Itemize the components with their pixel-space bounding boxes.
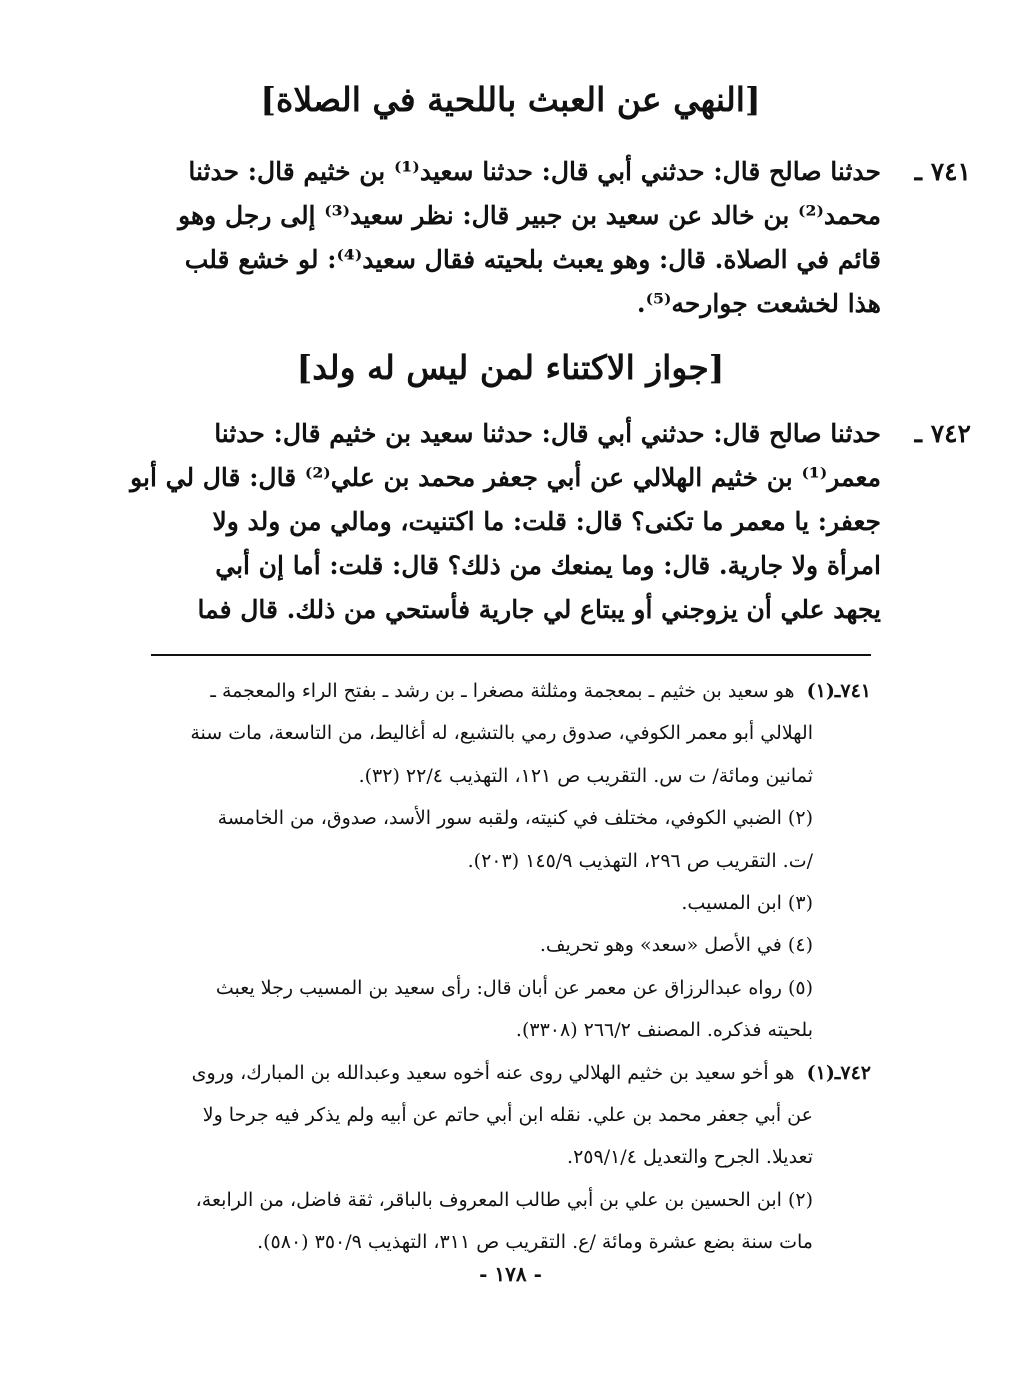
footnote-line <box>151 1052 871 1094</box>
hadith-text: حدثنا صالح قال: حدثني أبي قال: حدثنا سعيد بن خثيم قال: حدثنا <box>214 419 881 448</box>
footnote-line <box>151 1179 871 1221</box>
hadith-number: ٧٤١ ـ <box>914 157 971 186</box>
footnote-line <box>151 712 871 754</box>
footnote-prefix: ٧٤١ـ(١) <box>806 680 871 702</box>
footnote-line <box>151 755 871 797</box>
footnote-text: (٤) في الأصل «سعد» وهو تحريف. <box>539 934 813 957</box>
page-number: - ١٧٨ - <box>479 1262 542 1286</box>
footnote-line <box>151 797 871 839</box>
section-heading: [جواز الاكتناء لمن ليس له ولد] <box>296 348 725 387</box>
hadith-text: قائم في الصلاة. قال: وهو يعبث بلحيته فقال سعيد⁽⁴⁾: لو خشع قلب <box>184 245 881 274</box>
footnote-text: (٥) رواه عبدالرزاق عن معمر عن أبان قال: رأى سعيد بن المسيب رجلا يعبث <box>215 976 813 999</box>
footnote-text: مات سنة بضع عشرة ومائة /ع. التقريب ص ٣١١، التهذيب ٣٥٠/٩ (٥٨٠). <box>257 1231 813 1254</box>
hadith-line <box>166 588 881 632</box>
footnote-line <box>151 1009 871 1051</box>
footnote-line <box>151 967 871 1009</box>
hadith-line <box>166 544 881 588</box>
hadith-line <box>166 194 881 238</box>
hadith-text: حدثنا صالح قال: حدثني أبي قال: حدثنا سعيد⁽¹⁾ بن خثيم قال: حدثنا <box>188 157 881 186</box>
footnote-text: بلحيته فذكره. المصنف ٢٦٦/٢ (٣٣٠٨). <box>515 1019 813 1042</box>
footnote-text: هو سعيد بن خثيم ـ بمعجمة ومثلثة مصغرا ـ بن رشد ـ بفتح الراء والمعجمة ـ <box>210 680 795 702</box>
footnote-line <box>151 670 871 712</box>
footnote-line <box>151 882 871 924</box>
footnote-text: الهلالي أبو معمر الكوفي، صدوق رمي بالتشيع، له أغاليط، من التاسعة، مات سنة <box>190 722 813 745</box>
footnote-line <box>151 1221 871 1263</box>
footnote-line <box>151 1094 871 1136</box>
footnote-text: (٢) ابن الحسين بن علي بن أبي طالب المعروف بالباقر، ثقة فاضل، من الرابعة، <box>195 1188 813 1211</box>
footnote-line <box>151 924 871 966</box>
footnote-text: (٢) الضبي الكوفي، مختلف في كنيته، ولقبه سور الأسد، صدوق، من الخامسة <box>217 807 813 830</box>
footnote-prefix: ٧٤٢ـ(١) <box>806 1061 871 1084</box>
footnote-text: عن أبي جعفر محمد بن علي. نقله ابن أبي حاتم عن أبيه ولم يذكر فيه جرحا ولا <box>202 1103 813 1126</box>
footnote-line <box>151 840 871 882</box>
hadith-text: معمر⁽¹⁾ بن خثيم الهلالي عن أبي جعفر محمد بن علي⁽²⁾ قال: قال لي أبو <box>130 463 881 492</box>
hadith-text: جعفر: يا معمر ما تكنى؟ قال: قلت: ما اكتنيت، ومالي من ولد ولا <box>212 507 881 536</box>
hadith-line <box>166 412 971 456</box>
hadith-number: ٧٤٢ ـ <box>914 419 971 448</box>
hadith-line <box>166 282 881 326</box>
footnote-line <box>151 1136 871 1178</box>
hadith-741 <box>166 150 971 326</box>
hadith-742 <box>130 412 971 632</box>
footnote-text: هو أخو سعيد بن خثيم الهلالي روى عنه أخوه سعيد وعبدالله بن المبارك، وروى <box>191 1061 795 1084</box>
hadith-line <box>166 238 881 282</box>
footnote-text: (٣) ابن المسيب. <box>681 891 813 914</box>
footnote-divider <box>151 654 871 656</box>
footnote-text: تعديلا. الجرح والتعديل ٢٥٩/١/٤. <box>567 1146 813 1169</box>
hadith-line <box>130 456 881 500</box>
hadith-line <box>166 150 971 194</box>
hadith-text: يجهد علي أن يزوجني أو يبتاع لي جارية فأستحي من ذلك. قال فما <box>197 595 881 624</box>
footnote-text: ثمانين ومائة/ ت س. التقريب ص ١٢١، التهذيب ٢٢/٤ (٣٢). <box>358 764 813 787</box>
hadith-text: امرأة ولا جارية. قال: وما يمنعك من ذلك؟ قال: قلت: أما إن أبي <box>215 551 881 580</box>
hadith-line <box>166 500 881 544</box>
footnote-text: /ت. التقريب ص ٢٩٦، التهذيب ١٤٥/٩ (٢٠٣). <box>467 849 813 872</box>
hadith-text: هذا لخشعت جوارحه⁽⁵⁾. <box>636 289 881 318</box>
footnotes <box>151 670 871 1263</box>
hadith-text: محمد⁽²⁾ بن خالد عن سعيد بن جبير قال: نظر سعيد⁽³⁾ إلى رجل وهو <box>178 201 881 230</box>
section-heading: [النهي عن العبث باللحية في الصلاة] <box>260 80 761 119</box>
